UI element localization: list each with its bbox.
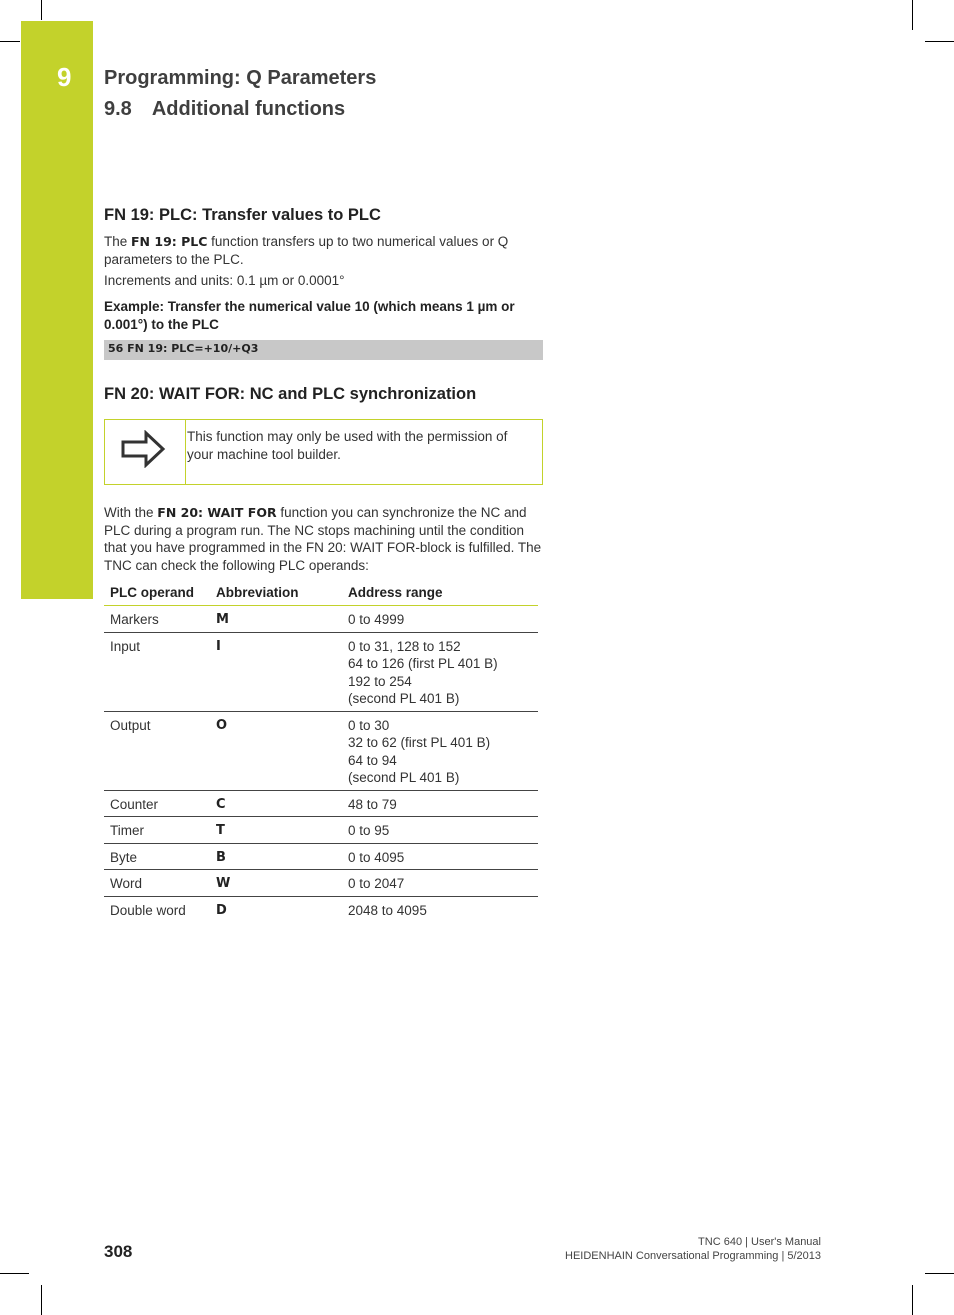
crop-mark bbox=[0, 41, 20, 42]
table-row bbox=[104, 896, 538, 922]
table-row bbox=[104, 606, 538, 633]
column-header: Address range bbox=[342, 583, 538, 606]
range-line: 0 to 2047 bbox=[348, 876, 405, 891]
abbreviation-cell: T bbox=[210, 817, 342, 844]
operand-cell: Markers bbox=[104, 606, 210, 633]
chapter-title: Programming: Q Parameters bbox=[104, 67, 377, 89]
range-cell bbox=[342, 896, 538, 922]
range-line: 192 to 254 bbox=[348, 673, 412, 689]
fn19-intro-pre: The bbox=[104, 234, 132, 249]
range-line: 2048 to 4095 bbox=[348, 902, 427, 918]
fn20-body bbox=[104, 504, 549, 574]
footer-line-1: TNC 640 | User's Manual bbox=[698, 1236, 821, 1248]
operand-cell: Output bbox=[104, 711, 210, 790]
fn20-code-inline: FN 20: WAIT FOR bbox=[157, 505, 277, 520]
range-cell bbox=[342, 817, 538, 844]
code-block bbox=[104, 340, 543, 360]
note-text: This function may only be used with the permission of your machine tool builder. bbox=[187, 429, 508, 462]
chapter-sidebar bbox=[21, 21, 93, 599]
operand-cell: Double word bbox=[110, 902, 186, 918]
table-row bbox=[104, 870, 538, 897]
range-line: 48 to 79 bbox=[348, 796, 397, 812]
operand-cell: Input bbox=[104, 632, 210, 711]
range-line: 0 to 95 bbox=[348, 823, 390, 838]
fn20-heading: FN 20: WAIT FOR: NC and PLC synchronization bbox=[104, 385, 477, 403]
fn19-heading: FN 19: PLC: Transfer values to PLC bbox=[104, 206, 381, 224]
code-line: 56 FN 19: PLC=+10/+Q3 bbox=[108, 342, 259, 355]
column-header: PLC operand bbox=[104, 583, 210, 606]
operand-cell: Counter bbox=[104, 790, 210, 817]
range-cell bbox=[342, 632, 538, 711]
range-line: (second PL 401 B) bbox=[348, 691, 460, 706]
abbreviation-cell: M bbox=[210, 606, 342, 633]
crop-mark bbox=[912, 1285, 913, 1315]
section-number: 9.8 bbox=[104, 98, 132, 120]
range-line: 0 to 30 bbox=[348, 717, 390, 733]
abbreviation-cell: O bbox=[210, 711, 342, 790]
abbreviation-cell: W bbox=[210, 870, 342, 897]
range-cell bbox=[342, 711, 538, 790]
fn20-body-post: function you can synchronize the NC and PLC during a program run. The NC stops machining until the condition that you have programmed in the FN 20: WAIT FOR-block is fulfilled. The TNC can check the following PLC operands: bbox=[104, 505, 542, 573]
range-line: 0 to 4999 bbox=[348, 612, 405, 627]
range-cell bbox=[342, 870, 538, 897]
range-cell bbox=[342, 606, 538, 633]
table-row bbox=[104, 711, 538, 790]
note-box bbox=[104, 419, 543, 485]
table-row bbox=[104, 790, 538, 817]
note-divider bbox=[185, 420, 186, 484]
range-cell bbox=[342, 790, 538, 817]
range-line: 64 to 94 bbox=[348, 752, 397, 768]
range-line: 0 to 31, 128 to 152 bbox=[348, 638, 461, 654]
range-line: (second PL 401 B) bbox=[348, 770, 460, 785]
crop-mark bbox=[0, 1273, 29, 1274]
crop-mark bbox=[41, 0, 42, 20]
operand-cell: Word bbox=[104, 870, 210, 897]
fn20-body-pre: With the bbox=[104, 505, 158, 520]
operand-cell: Byte bbox=[104, 843, 210, 870]
table-row bbox=[104, 843, 538, 870]
arrow-right-icon bbox=[120, 430, 166, 473]
abbreviation-cell: I bbox=[210, 632, 342, 711]
table-row bbox=[104, 632, 538, 711]
footer-info bbox=[565, 1235, 821, 1263]
fn19-example-heading: Example: Transfer the numerical value 10 (which means 1 µm or 0.001°) to the PLC bbox=[104, 299, 515, 332]
operand-cell: Timer bbox=[104, 817, 210, 844]
table-row bbox=[104, 817, 538, 844]
column-header: Abbreviation bbox=[210, 583, 342, 606]
range-cell bbox=[342, 843, 538, 870]
fn19-intro bbox=[104, 233, 549, 268]
section-title: Additional functions bbox=[151, 98, 346, 120]
range-line: 0 to 4095 bbox=[348, 849, 405, 865]
abbreviation-cell: C bbox=[210, 790, 342, 817]
plc-operands-table bbox=[104, 583, 538, 922]
footer-line-2: HEIDENHAIN Conversational Programming | 5/2013 bbox=[565, 1250, 821, 1262]
fn19-intro-post: function transfers up to two numerical values or Q parameters to the PLC. bbox=[104, 234, 509, 267]
fn19-code-inline: FN 19: PLC bbox=[131, 234, 208, 249]
range-line: 32 to 62 (first PL 401 B) bbox=[348, 735, 491, 750]
section-header bbox=[104, 98, 345, 121]
crop-mark bbox=[41, 1285, 42, 1315]
chapter-number: 9 bbox=[57, 62, 72, 92]
crop-mark bbox=[925, 1273, 954, 1274]
fn19-increments: Increments and units: 0.1 µm or 0.0001° bbox=[104, 273, 345, 288]
crop-mark bbox=[912, 0, 913, 30]
crop-mark bbox=[925, 41, 954, 42]
abbreviation-cell: B bbox=[210, 843, 342, 870]
page-number: 308 bbox=[104, 1242, 133, 1261]
range-line: 64 to 126 (first PL 401 B) bbox=[348, 656, 498, 671]
table-header-row bbox=[104, 583, 538, 606]
abbreviation-cell: D bbox=[216, 902, 227, 918]
